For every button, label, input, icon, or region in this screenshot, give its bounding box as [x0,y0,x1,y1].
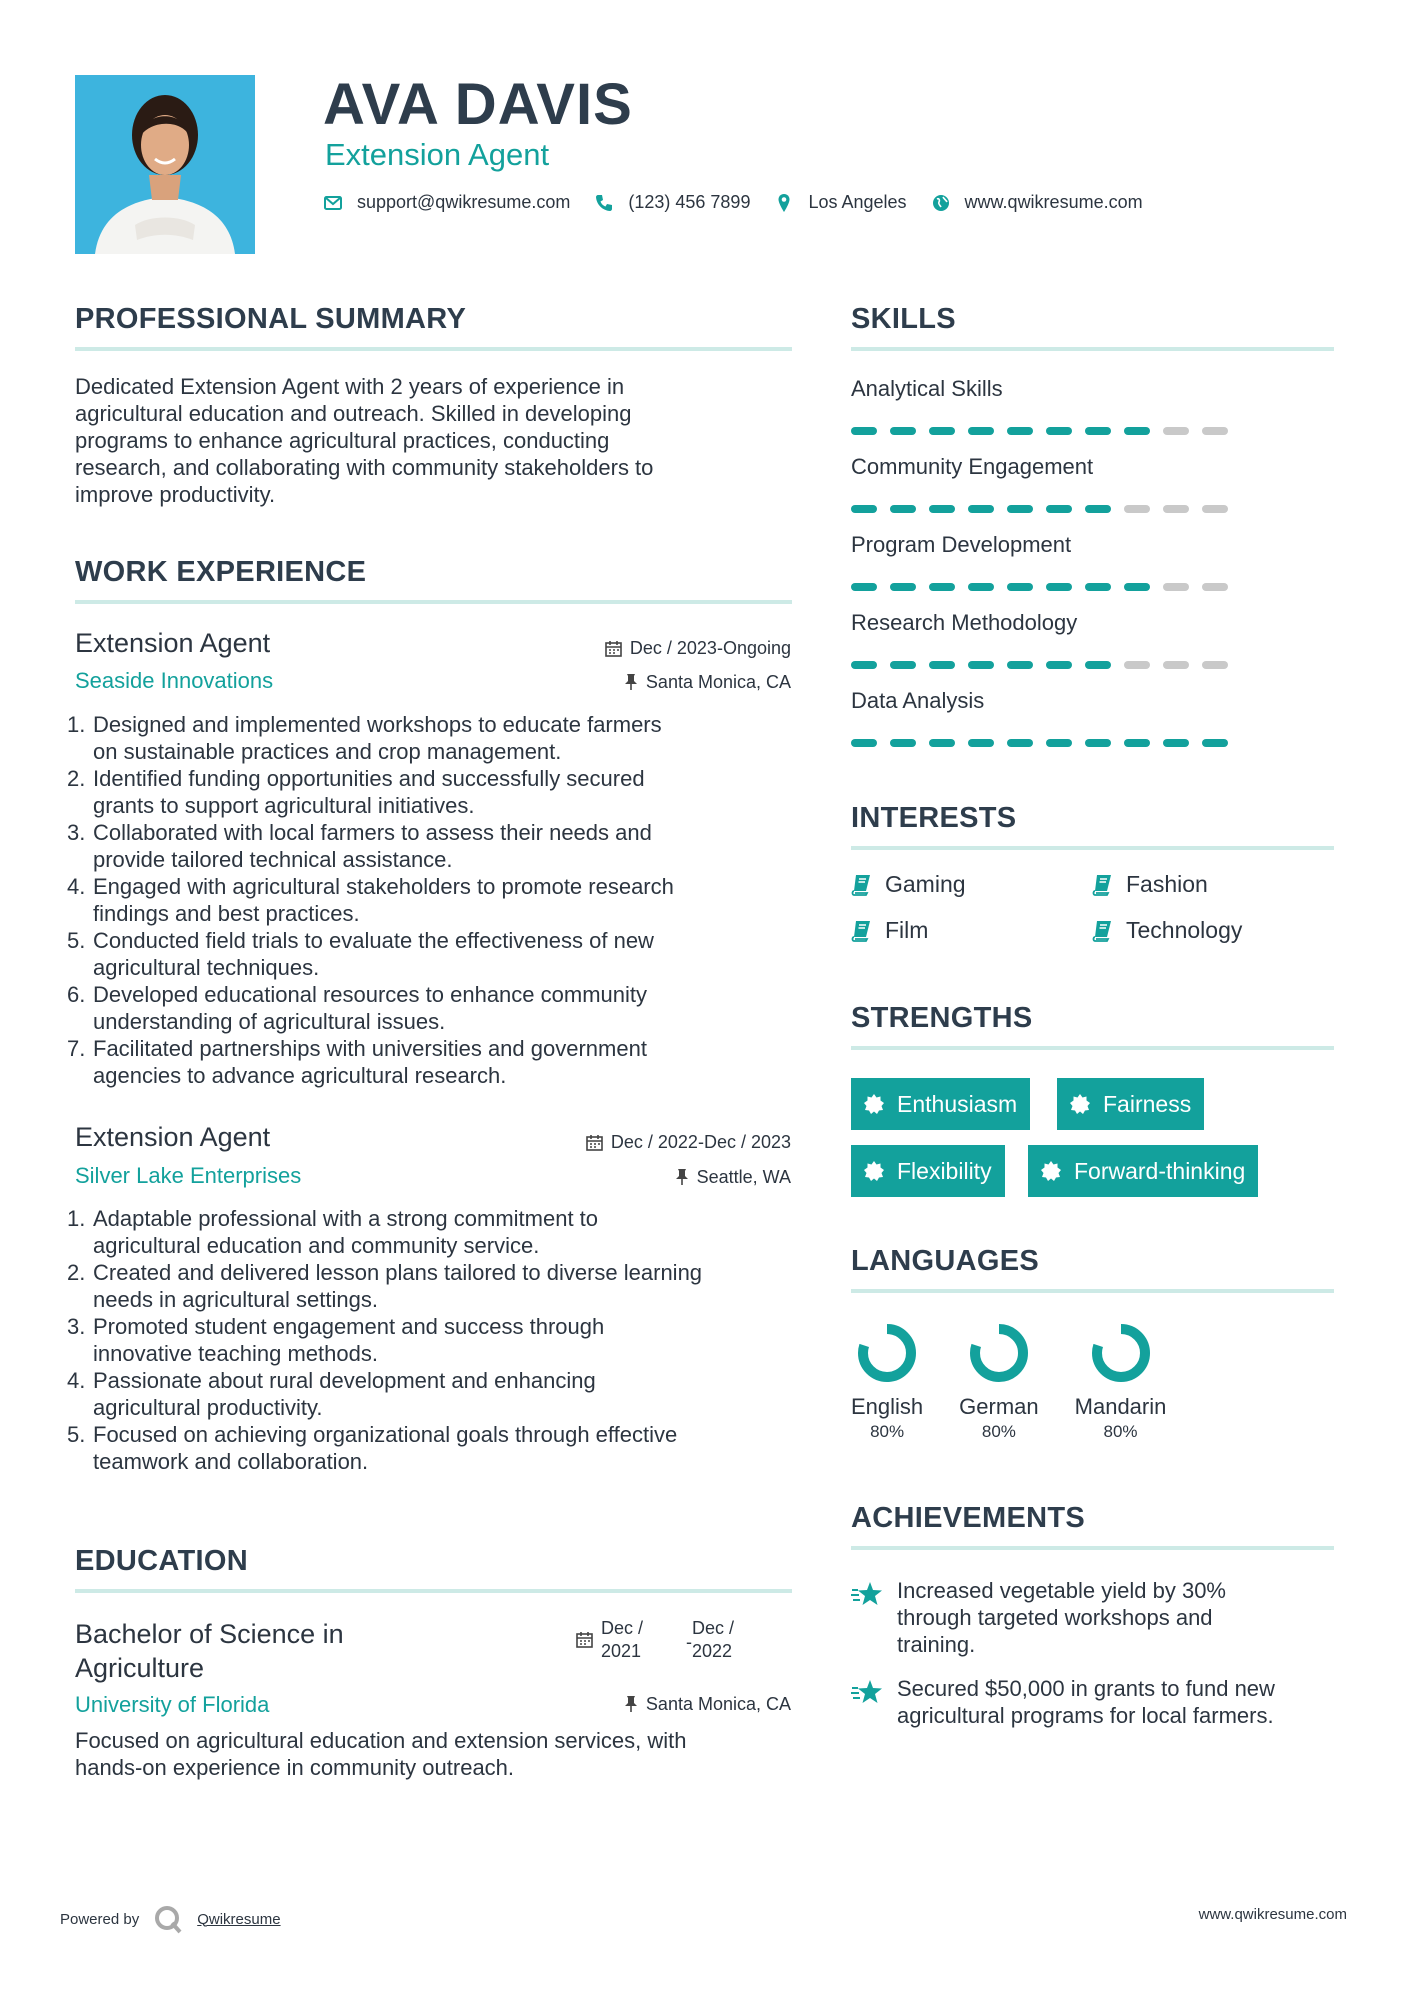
skill-item [851,609,1331,687]
education-dates [576,1617,734,1663]
job-company: Seaside Innovations [75,668,274,693]
calendar-icon [586,1134,603,1151]
skill-item [851,375,1331,453]
job-duties [67,711,815,1089]
list-item: 4. Passionate about rural development and enhancing agricultural productivity. [67,1368,596,1420]
achievements-rule [851,1546,1334,1550]
skill-dot [929,583,955,591]
skill-dot [1046,505,1072,513]
book-icon [1092,874,1112,896]
language-gauge-icon [1086,1318,1156,1388]
skill-rating [851,505,1331,513]
degree-title [75,1617,344,1685]
language-item [1075,1318,1167,1443]
skill-label: Community Engagement [851,454,1094,479]
strength-label: Flexibility [897,1157,992,1184]
strengths-heading: STRENGTHS [851,1002,1033,1034]
skills-heading: SKILLS [851,303,956,335]
achievement-text: Increased vegetable yield by 30% through targeted workshops and training. [897,1578,1226,1657]
skills-rule [851,347,1334,351]
skill-dot [851,427,877,435]
education-location [624,1692,791,1716]
job-location [624,670,791,694]
profile-photo [75,75,255,254]
skill-dot [1202,739,1228,747]
achievement-text: Secured $50,000 in grants to fund new agricultural programs for local farmers. [897,1676,1275,1728]
language-name: Mandarin [1074,1394,1167,1419]
summary-line: programs to enhance agricultural practices, conducting [75,428,610,453]
interest-label: Fashion [1126,871,1208,897]
list-item: 4. Engaged with agricultural stakeholders to promote research findings and best practices. [67,874,674,926]
calendar-icon [605,640,622,657]
skill-label: Research Methodology [851,610,1078,635]
skill-dot [890,505,916,513]
language-name: English [851,1394,924,1419]
list-item: 1. Designed and implemented workshops to educate farmers on sustainable practices and crop management. [67,712,662,764]
language-gauge-arc [863,1329,911,1377]
skill-rating [851,583,1331,591]
interest-label: Gaming [885,871,966,897]
skill-dot [851,739,877,747]
skill-dot [1163,505,1189,513]
job-title: Extension Agent [75,628,271,658]
skill-dot [929,661,955,669]
summary-text [75,373,805,508]
interest-label: Technology [1126,917,1243,943]
skill-dot [968,427,994,435]
map-pin-icon [774,193,794,213]
interest-item [851,871,966,898]
skill-label: Data Analysis [851,688,985,713]
interest-item [851,917,928,944]
interest-label: Film [885,917,929,943]
strength-label: Enthusiasm [897,1090,1018,1117]
skill-dot [1202,661,1228,669]
skill-dot [968,661,994,669]
list-item: 3. Collaborated with local farmers to assess their needs and provide tailored technical assistance. [67,820,652,872]
candidate-title: Extension Agent [325,137,550,172]
language-percent: 80% [981,1422,1016,1441]
star-achievement-icon [851,1679,883,1705]
skill-dot [1046,739,1072,747]
book-icon [1092,920,1112,942]
list-item: 2. Created and delivered lesson plans tailored to diverse learning needs in agricultural settings. [67,1260,703,1312]
skill-item [851,687,1331,765]
strength-tag [1028,1145,1258,1197]
strength-tag [1057,1078,1204,1130]
skills-list [851,375,1331,765]
contact-phone[interactable]: (123) 456 7899 [628,192,751,212]
skill-dot [1046,427,1072,435]
globe-icon [931,193,951,213]
achievement-item [851,1675,1275,1729]
skill-dot [851,661,877,669]
skill-dot [929,739,955,747]
envelope-icon [323,193,343,213]
skill-dot [1124,427,1150,435]
skill-dot [1163,583,1189,591]
qwikresume-logo-icon [153,1904,183,1934]
powered-by-text: Powered by [60,1910,140,1928]
skill-dot [1163,661,1189,669]
language-gauge-arc [975,1329,1023,1377]
badge-icon [1070,1094,1090,1114]
degree-line: Bachelor of Science in [75,1619,344,1649]
language-name: German [959,1394,1039,1419]
badge-icon [864,1161,884,1181]
skill-dot [1007,583,1033,591]
skill-rating [851,661,1331,669]
interests-rule [851,846,1334,850]
skill-dot [1124,661,1150,669]
school-name: University of Florida [75,1692,270,1717]
education-end: Dec / 2022 [692,1618,735,1661]
job-location [675,1165,791,1189]
summary-rule [75,347,792,351]
skill-item [851,531,1331,609]
contact-email[interactable]: support@qwikresume.com [357,192,571,212]
footer-site[interactable]: www.qwikresume.com [1198,1906,1347,1923]
person-avatar-icon [75,75,255,254]
list-item: 7. Facilitated partnerships with universities and government agencies to advance agricultural research. [67,1036,647,1088]
languages-rule [851,1289,1334,1293]
skill-dot [1202,583,1228,591]
language-percent: 80% [1103,1422,1138,1441]
pushpin-icon [624,673,638,691]
language-gauge-icon [964,1318,1034,1388]
skill-dot [851,583,877,591]
skill-label: Program Development [851,532,1072,557]
strength-tag [851,1078,1030,1130]
badge-icon [1041,1161,1061,1181]
skill-dot [1085,427,1111,435]
interest-item [1092,871,1208,898]
list-item: 5. Conducted field trials to evaluate the effectiveness of new agricultural techniques. [67,928,654,980]
job-title: Extension Agent [75,1122,271,1152]
skill-dot [968,739,994,747]
qwikresume-link[interactable]: Qwikresume [197,1910,281,1928]
skill-dot [1124,583,1150,591]
language-item [959,1318,1038,1443]
skill-dot [1124,739,1150,747]
list-item: 5. Focused on achieving organizational goals through effective teamwork and collaboration. [67,1422,678,1474]
date-dash: - [686,1632,693,1652]
skill-dot [968,505,994,513]
skill-dot [929,505,955,513]
languages-heading: LANGUAGES [851,1245,1039,1277]
work-rule [75,600,792,604]
job-date [586,1130,791,1154]
strengths-rule [851,1046,1334,1050]
star-achievement-icon [851,1581,883,1607]
skill-dot [890,583,916,591]
badge-icon [864,1094,884,1114]
pushpin-icon [624,1695,638,1713]
skill-dot [1085,583,1111,591]
summary-line: research, and collaborating with community stakeholders to [75,455,654,480]
education-location-text: Santa Monica, CA [645,1694,791,1714]
skill-dot [1085,505,1111,513]
skill-dot [890,739,916,747]
skill-dot [1007,739,1033,747]
pushpin-icon [675,1168,689,1186]
contact-bar [323,192,1167,213]
skill-dot [1046,583,1072,591]
skill-dot [851,505,877,513]
education-start: Dec / 2021 [601,1618,644,1661]
skill-dot [1202,427,1228,435]
achievement-item [851,1577,1226,1658]
contact-website[interactable]: www.qwikresume.com [964,192,1143,212]
skill-rating [851,739,1331,747]
candidate-name: AVA DAVIS [323,72,633,137]
skill-dot [1163,739,1189,747]
education-description: Focused on agricultural education and extension services, with hands-on experience in community outreach. [75,1728,687,1780]
job-location-text: Seattle, WA [696,1167,791,1187]
book-icon [851,874,871,896]
language-item [851,1318,923,1443]
language-gauge-arc [1097,1329,1145,1377]
skill-dot [1007,661,1033,669]
skill-dot [1163,427,1189,435]
footer-powered [60,1904,281,1934]
phone-icon [594,193,614,213]
skill-rating [851,427,1331,435]
summary-line: improve productivity. [75,482,276,507]
strength-label: Forward-thinking [1074,1157,1246,1184]
job-company: Silver Lake Enterprises [75,1163,302,1188]
skill-dot [1085,661,1111,669]
interests-heading: INTERESTS [851,802,1017,834]
work-heading: WORK EXPERIENCE [75,556,367,588]
skill-dot [1007,427,1033,435]
interest-item [1092,917,1242,944]
skill-dot [1007,505,1033,513]
summary-line: Dedicated Extension Agent with 2 years of experience in [75,374,625,399]
job-date-text: Dec / 2022-Dec / 2023 [610,1132,791,1152]
languages-list [851,1318,1166,1443]
job-duties [67,1205,815,1475]
skill-label: Analytical Skills [851,376,1003,401]
skill-dot [1046,661,1072,669]
strength-tag [851,1145,1005,1197]
summary-line: agricultural education and outreach. Skilled in developing [75,401,632,426]
job-date-text: Dec / 2023-Ongoing [629,638,791,658]
book-icon [851,920,871,942]
education-rule [75,1589,792,1593]
achievements-heading: ACHIEVEMENTS [851,1502,1086,1534]
education-heading: EDUCATION [75,1545,248,1577]
list-item: 1. Adaptable professional with a strong commitment to agricultural education and community service. [67,1206,599,1258]
skill-dot [890,661,916,669]
contact-location: Los Angeles [808,192,907,212]
skill-dot [968,583,994,591]
skill-item [851,453,1331,531]
list-item: 3. Promoted student engagement and success through innovative teaching methods. [67,1314,605,1366]
list-item: 2. Identified funding opportunities and successfully secured grants to support agricultural initiatives. [67,766,645,818]
skill-dot [929,427,955,435]
strength-label: Fairness [1103,1090,1192,1117]
skill-dot [1202,505,1228,513]
language-percent: 80% [870,1422,905,1441]
skill-dot [1085,739,1111,747]
degree-line: Agriculture [75,1653,205,1683]
list-item: 6. Developed educational resources to enhance community understanding of agricultural issues. [67,982,647,1034]
job-location-text: Santa Monica, CA [645,672,791,692]
skill-dot [1124,505,1150,513]
job-date [605,636,791,660]
language-gauge-icon [852,1318,922,1388]
calendar-icon [576,1631,593,1648]
summary-heading: PROFESSIONAL SUMMARY [75,303,467,335]
skill-dot [890,427,916,435]
